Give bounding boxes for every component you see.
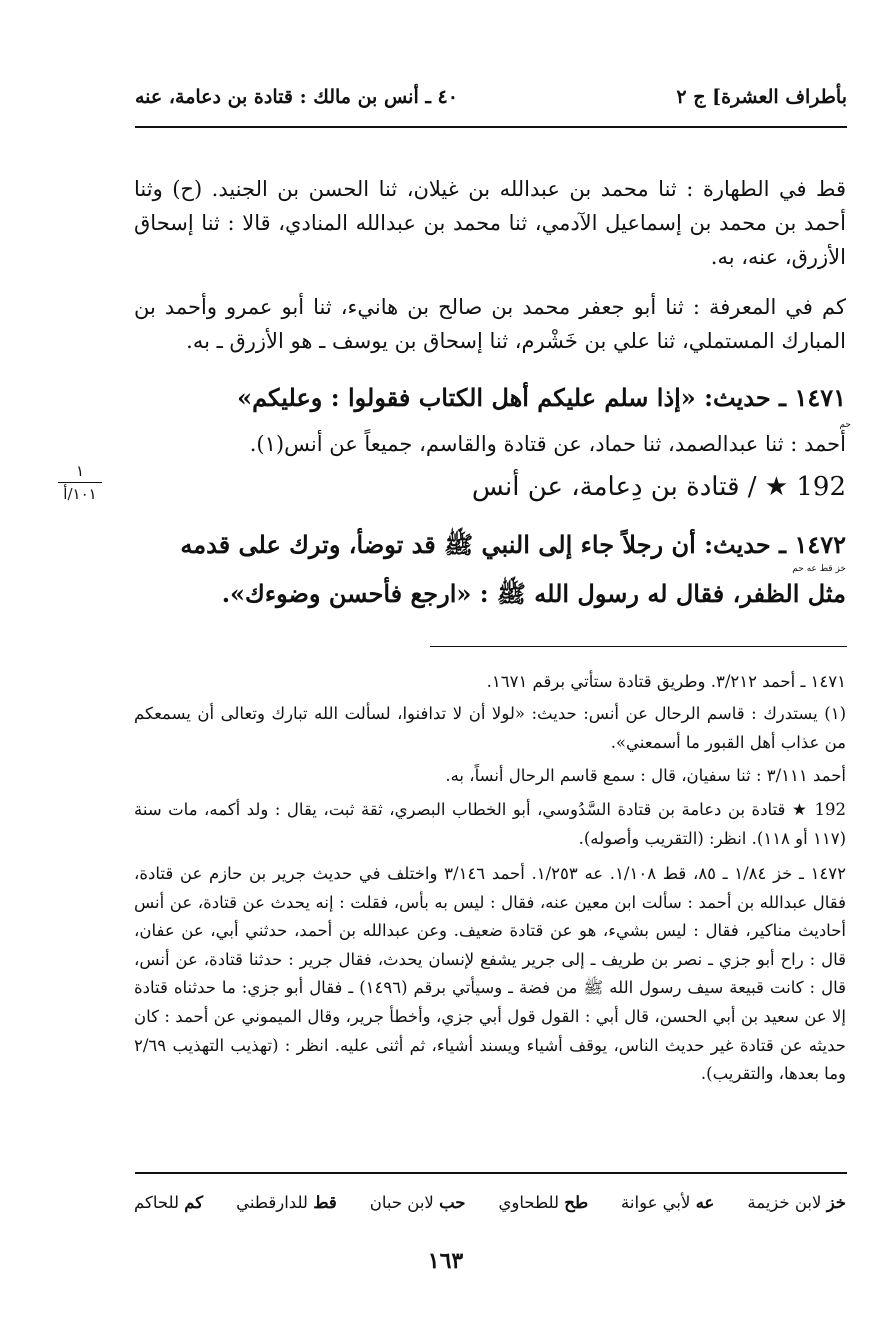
hadith-1472-source-tag: خز قط عه حم <box>792 564 846 574</box>
hadith-1471-title: ١٤٧١ ـ حديث: «إذا سلم عليكم أهل الكتاب فقولوا : وعليكم» <box>237 383 846 412</box>
abbreviation-name: لأبي عوانة <box>621 1193 696 1212</box>
folio-top: ١ <box>75 462 85 480</box>
abbreviation-item <box>498 1193 588 1212</box>
abbreviation-code: عه <box>695 1193 715 1212</box>
abbreviation-code: قط <box>313 1193 337 1212</box>
abbreviation-item <box>370 1193 466 1212</box>
abbreviation-code: خز <box>826 1193 846 1212</box>
section-heading-192: 192 ★ / قتادة بن دِعامة، عن أنس <box>471 472 846 502</box>
footnote-192: 192 ★ قتادة بن دعامة بن قتادة السَّدُوسي، أبو الخطاب البصري، ثقة ثبت، يقال : ولد أكمه، مات سنة (١١٧ أو ١١٨). انظر: (التقريب وأصوله). <box>134 800 846 848</box>
footnote-1: (١) يستدرك : قاسم الرحال عن أنس: حديث: «لولا أن لا تدافنوا، لسألت الله تبارك وتعالى أن يسمعكم من عذاب أهل القبور ما أسمعني». <box>134 704 846 752</box>
footnote-1471: ١٤٧١ ـ أحمد ٣/٢١٢. وطريق قتادة ستأتي برقم ١٦٧١. <box>486 672 846 691</box>
abbreviation-name: لابن خزيمة <box>747 1193 827 1212</box>
abbreviation-item <box>747 1193 846 1212</box>
footnote-ahmad: أحمد ٣/١١١ : ثنا سفيان، قال : سمع قاسم الرحال أنساً، به. <box>445 766 846 785</box>
paragraph-daraqutni: قط في الطهارة : ثنا محمد بن عبدالله بن غيلان، ثنا الحسن بن الجنيد. (ح) وثنا أحمد بن محمد بن إسماعيل الآدمي، ثنا محمد بن عبدالله المنادي، قالا : ثنا إسحاق الأزرق، عنه، به. <box>134 177 846 269</box>
abbreviation-code: حب <box>439 1193 466 1212</box>
abbreviation-name: للدارقطني <box>236 1193 314 1212</box>
footnote-separator <box>430 646 847 647</box>
abbreviation-code: كم <box>184 1193 204 1212</box>
header-rule <box>135 126 847 128</box>
abbreviation-code: طح <box>564 1193 589 1212</box>
paragraph-hakim: كم في المعرفة : ثنا أبو جعفر محمد بن صالح بن هانيء، ثنا أبو عمرو وأحمد بن المبارك المستملي، ثنا علي بن خَشْرم، ثنا إسحاق بن يوسف ـ هو الأزرق ـ به. <box>134 295 846 353</box>
folio-bottom: ١٠١/أ <box>63 485 97 503</box>
footnote-1472: ١٤٧٢ ـ خز ١/٨٤ ـ ٨٥، قط ١/١٠٨. عه ١/٢٥٣. أحمد ٣/١٤٦ واختلف في حديث جرير بن حازم عن قتادة، فقال عبدالله بن أحمد : سألت ابن معين عنه، فقال : ليس به بأس، فقلت : إنه يحدث عن قتادة، عن أنس أحاديث مناكير، فقال : ليس بشيء، هو عن قتادة ضعيف. وعن عبدالله بن أحمد، حدثني أبي، عن عفان، قال : راح أبو جزي ـ نصر بن طريف ـ إلى جرير يشفع لإنسان يحدث، فقال جرير : حدثنا قتادة، عن أنس، قال : كانت قبيعة سيف رسول الله ﷺ من فضة ـ وسيأتي برقم (١٤٩٦) ـ فقال أبو جزي: ما حدثناه قتادة إلا عن سعيد بن أبي الحسن، قال أبي : القول قول أبي جزي، وأخطأ جرير، وقال الميموني عن أحمد : كان حديثه عن قتادة غير حديث الناس، يوقف أشياء ويسند أشياء، ثم أثنى عليه. انظر : (تهذيب التهذيب ٢/٦٩ وما بعدها، والتقريب). <box>134 864 847 1084</box>
hadith-1471-source-tag: حم <box>839 420 851 430</box>
folio-bar <box>58 482 102 483</box>
abbreviation-item <box>134 1193 203 1212</box>
hadith-1472-title: ١٤٧٢ ـ حديث: أن رجلاً جاء إلى النبي ﷺ قد توضأ، وترك على قدمه <box>180 530 846 559</box>
header-right: بأطراف العشرة] ج ٢ <box>676 86 847 108</box>
abbreviations-key <box>134 1193 846 1212</box>
abbreviation-item <box>236 1193 337 1212</box>
abbreviations-rule <box>135 1172 847 1174</box>
manuscript-folio-note <box>58 462 102 503</box>
page-number: ١٦٣ <box>427 1248 464 1274</box>
hadith-1471-chain: أحمد : ثنا عبدالصمد، ثنا حماد، عن قتادة والقاسم، جميعاً عن أنس(١). <box>249 432 846 456</box>
header-left: ٤٠ ـ أنس بن مالك : قتادة بن دعامة، عنه <box>135 86 458 108</box>
abbreviation-name: للحاكم <box>134 1193 185 1212</box>
abbreviation-name: لابن حبان <box>369 1193 440 1212</box>
hadith-1472-text: مثل الظفر، فقال له رسول الله ﷺ : «ارجع فأحسن وضوءك». <box>221 579 846 608</box>
abbreviation-name: للطحاوي <box>498 1193 565 1212</box>
running-header <box>135 86 847 118</box>
abbreviation-item <box>621 1193 714 1212</box>
